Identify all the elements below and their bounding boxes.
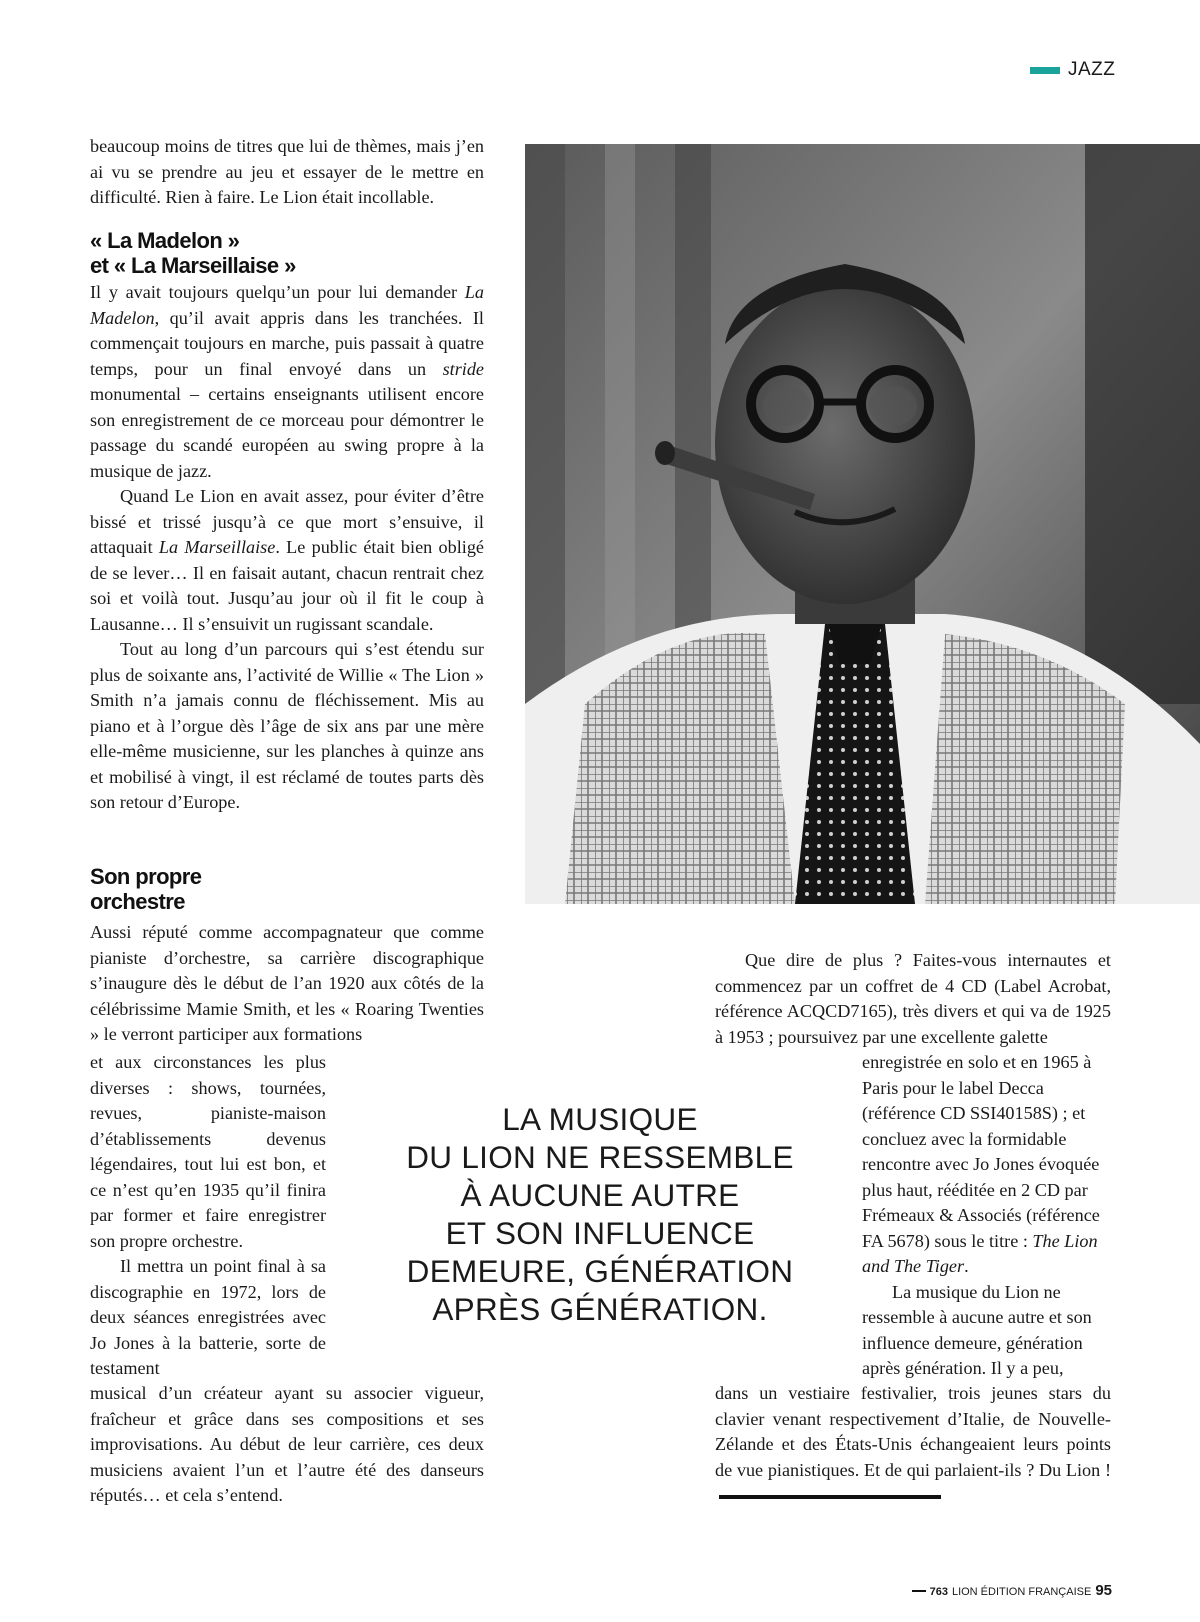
pull-quote-line: DU LION NE RESSEMBLE: [406, 1139, 794, 1175]
text-run: Il y avait toujours quelqu’un pour lui demander: [90, 282, 465, 302]
pull-quote-line: ET SON INFLUENCE: [445, 1215, 755, 1251]
text-run: , qu’il avait appris dans les tranchées. Il commençait toujours en marche, puis passait à quatre temps, pour un final envoyé dans un: [90, 307, 484, 379]
pull-quote: [380, 1100, 820, 1328]
paragraph: [862, 1050, 1111, 1280]
column-left-section-2-wide: [90, 920, 484, 1048]
column-left-section-2-end: [90, 1381, 484, 1509]
text-run: monumental – certains enseignants utilisent encore son enregistrement de ce morceau pour démontrer le passage du scandé européen au swing propre à la musique de jazz.: [90, 384, 484, 481]
column-left-section-2-narrow: [90, 1050, 326, 1382]
paragraph: beaucoup moins de titres que lui de thèmes, mais j’en ai vu se prendre au jeu et essayer de le mettre en difficulté. Rien à faire. Le Lion était incollable.: [90, 136, 484, 207]
text-run: .: [964, 1256, 969, 1276]
subheading-line: orchestre: [90, 889, 185, 914]
pull-quote-line: LA MUSIQUE: [502, 1101, 698, 1137]
page-number: 95: [1095, 1582, 1112, 1599]
text-run: dans un vestiaire festivalier, trois jeunes stars du clavier venant respectivement d’Italie, de Nouvelle-Zélande et des États-Unis échangeaient leurs points de vue pianistiques. Et de qui parlaient-ils ? Du Lion !: [715, 1383, 1111, 1480]
paragraph: Il mettra un point final à sa discographie en 1972, lors de deux séances enregistrées avec Jo Jones à la batterie, sorte de testament: [90, 1256, 326, 1378]
paragraph: [715, 1381, 1111, 1509]
text-run: enregistrée en solo et en 1965 à Paris pour le label Decca (référence CD SSI40158S) ; et concluez avec la formidable rencontre avec Jo Jones évoquée plus haut, rééditée en 2 CD par Frémeaux & Associés (référence FA 5678) sous le titre :: [862, 1052, 1100, 1251]
paragraph: [90, 484, 484, 637]
subheading-line: Son propre: [90, 864, 202, 889]
text-italic: stride: [442, 358, 484, 379]
subheading-la-madelon: [90, 228, 390, 278]
subheading-son-propre-orchestre: [90, 864, 390, 914]
section-label: JAZZ: [1068, 59, 1116, 80]
paragraph: Que dire de plus ? Faites-vous internautes et commencez par un coffret de 4 CD (Label Acrobat, référence ACQCD7165), très divers et qui va de 1925 à 1953 ; poursuivez par une excellente galette: [715, 950, 1111, 1047]
end-of-article-rule: [719, 1495, 941, 1499]
pull-quote-line: DEMEURE, GÉNÉRATION: [406, 1253, 794, 1289]
page-folio: [912, 1582, 1112, 1599]
folio-dash: [912, 1590, 926, 1592]
portrait-photo: [525, 144, 1200, 904]
paragraph: musical d’un créateur ayant su associer vigueur, fraîcheur et grâce dans ses compositions et ses improvisations. Au début de leur carrière, ces deux musiciens avaient l’un et l’autre été des danseurs réputés… et cela s’entend.: [90, 1383, 484, 1505]
text-run: Quand Le Lion en avait assez, pour éviter d’être bissé et trissé jusqu’à ce que mort s’ensuive, il attaquait: [90, 486, 484, 557]
paragraph: Aussi réputé comme accompagnateur que comme pianiste d’orchestre, sa carrière discographique s’inaugure dès le début de l’an 1920 aux côtés de la célébrissime Mamie Smith, et les « Roaring Twenties » le verront participer aux formations: [90, 922, 484, 1044]
pull-quote-line: APRÈS GÉNÉRATION.: [432, 1291, 768, 1327]
text-italic: La Marseillaise: [158, 537, 276, 557]
column-right-narrow: [862, 1050, 1111, 1382]
column-right-wide: [715, 948, 1111, 1050]
column-left-section-1: [90, 280, 484, 816]
section-tag: [1030, 58, 1115, 82]
text-italic: The Lion and The Tiger: [862, 1230, 1098, 1276]
column-left-intro: [90, 134, 484, 211]
issue-number: 763: [929, 1586, 948, 1598]
text-italic: La Madelon: [90, 282, 484, 328]
paragraph: La musique du Lion ne ressemble à aucune autre et son influence demeure, génération après génération. Il y a peu,: [862, 1281, 1092, 1378]
portrait-illustration: [525, 144, 1200, 904]
section-accent-bar: [1030, 67, 1060, 74]
paragraph: [90, 280, 484, 484]
pull-quote-line: À AUCUNE AUTRE: [460, 1177, 740, 1213]
text-run: . Le public était bien obligé de se lever… Il en faisait autant, chacun rentrait chez soi et voilà tout. Jusqu’au jour où il fit le coup à Lausanne… Il s’ensuivit un rugissant scandale.: [90, 537, 484, 634]
paragraph: et aux circonstances les plus diverses : shows, tournées, revues, pianiste-maison d’établissements devenus légendaires, tout lui est bon, et ce n’est qu’en 1935 qu’il finira par former et faire enregistrer son propre orchestre.: [90, 1052, 326, 1251]
paragraph: Tout au long d’un parcours qui s’est étendu sur plus de soixante ans, l’activité de Willie « The Lion » Smith n’a jamais connu de fléchissement. Mis au piano et à l’orgue dès l’âge de six ans par une mère elle-même musicienne, sur les planches à quinze ans et mobilisé à vingt, il est réclamé de toutes parts dès son retour d’Europe.: [90, 639, 484, 812]
subheading-line: « La Madelon »: [90, 228, 240, 253]
magazine-name: LION ÉDITION FRANÇAISE: [951, 1586, 1092, 1598]
column-right-end: [715, 1381, 1111, 1509]
subheading-line: et « La Marseillaise »: [90, 253, 296, 278]
